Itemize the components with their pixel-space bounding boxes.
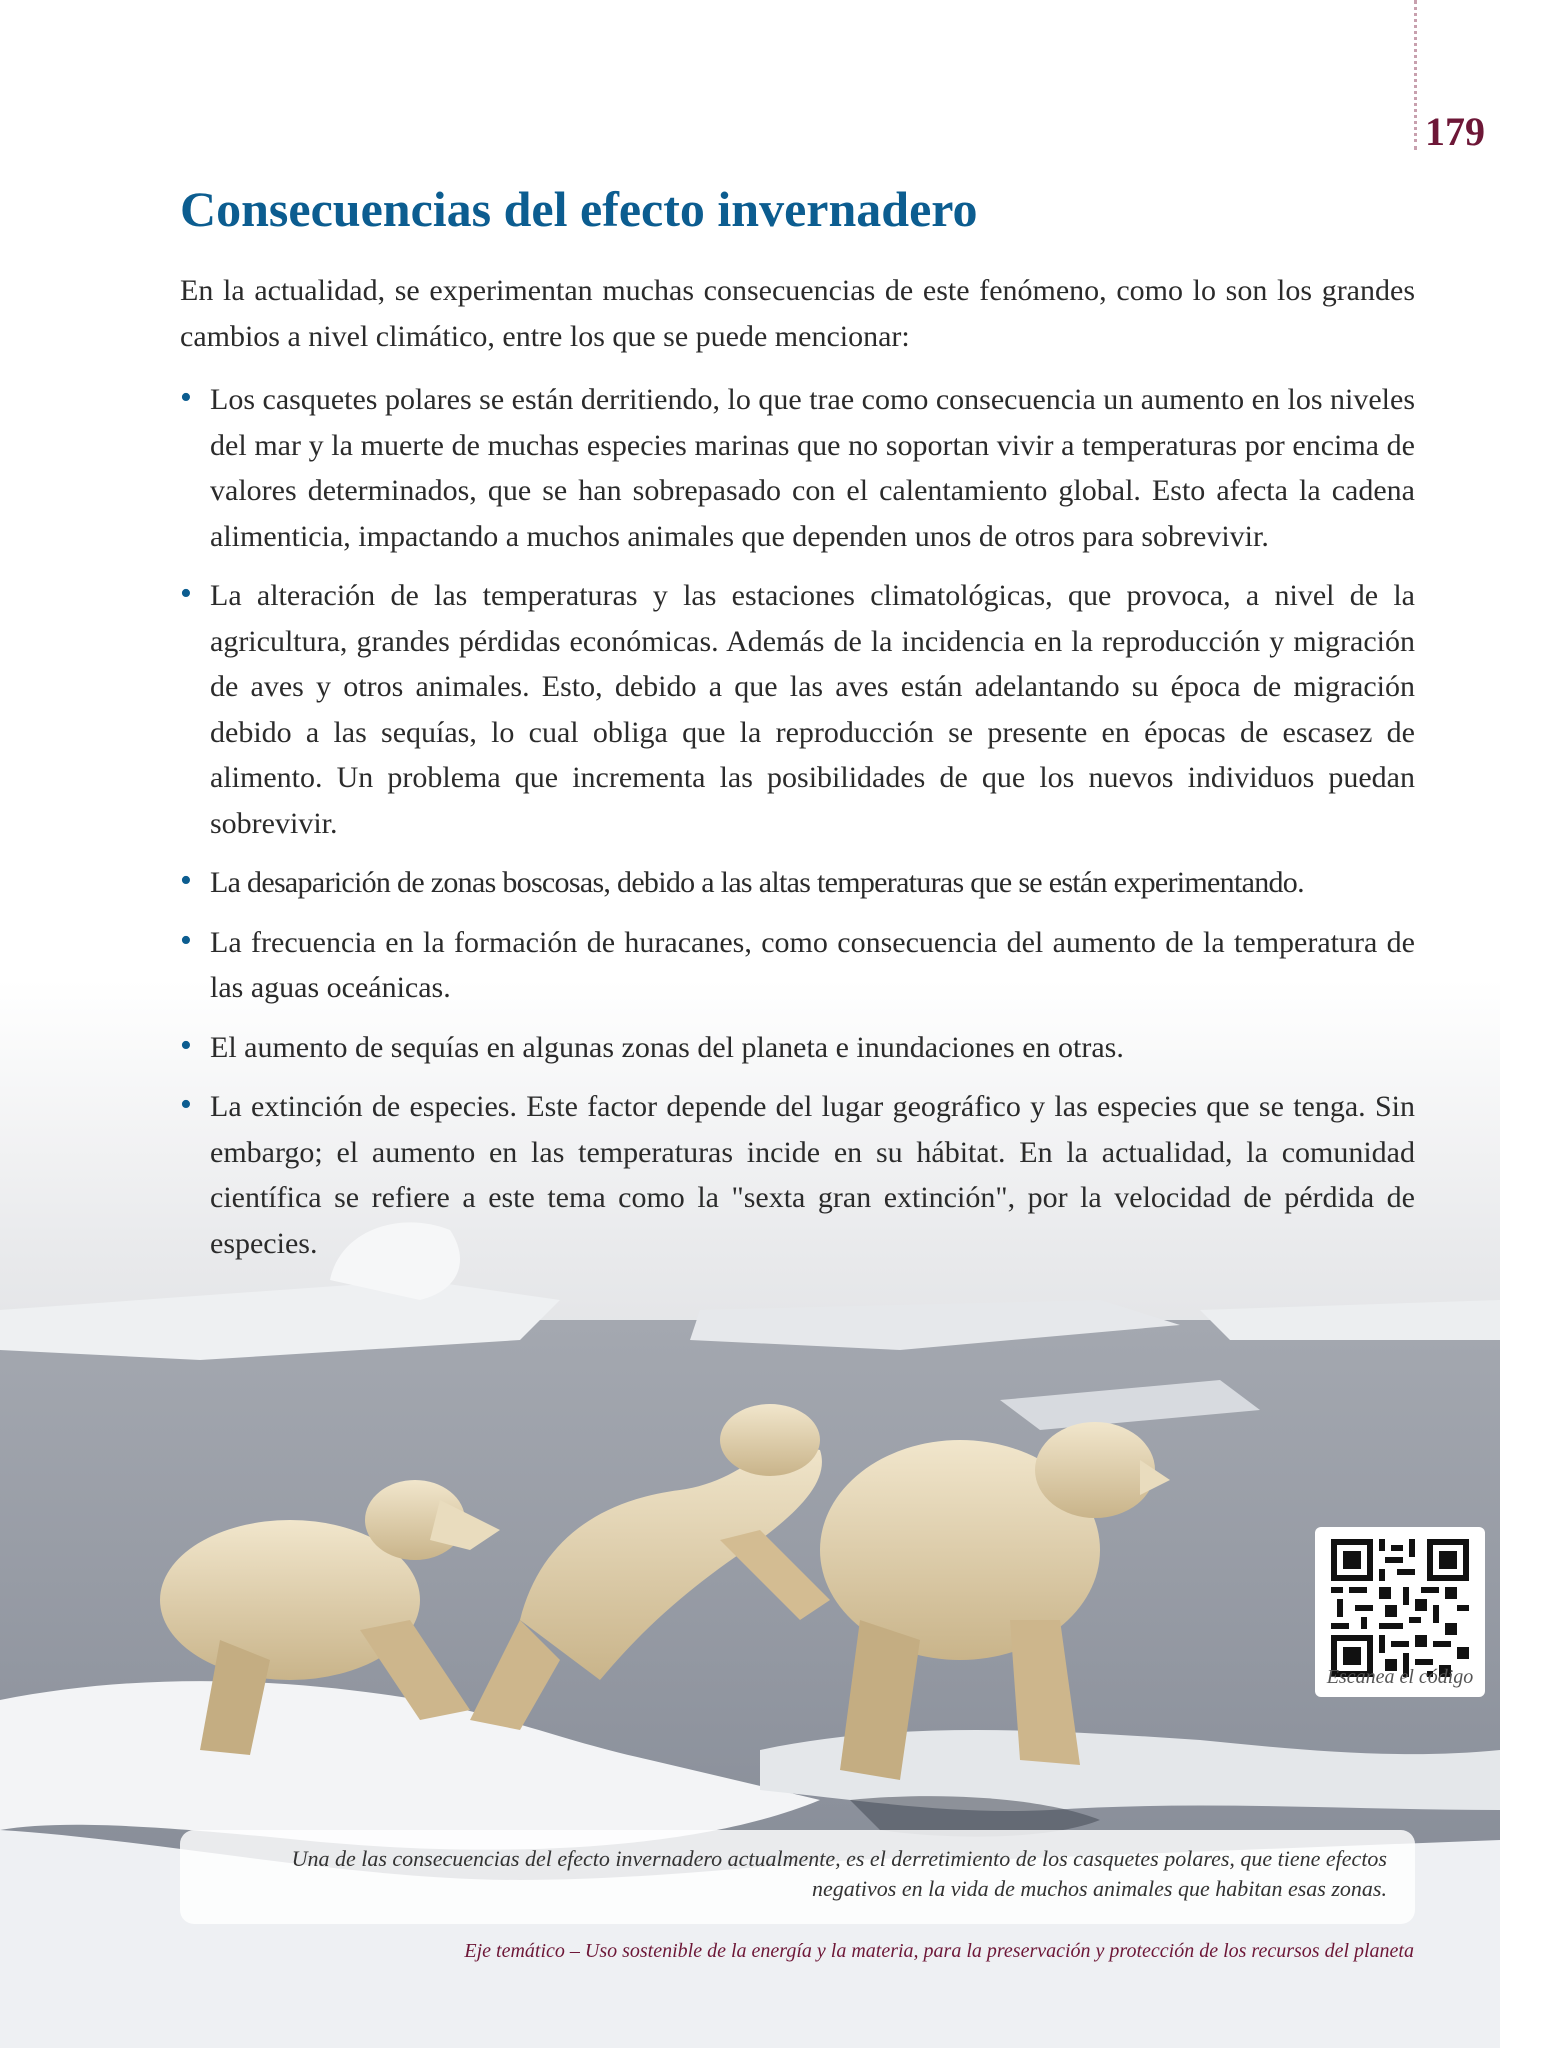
photo-caption-box <box>180 1830 1415 1924</box>
page-number: 179 <box>1425 109 1485 154</box>
intro-paragraph: En la actualidad, se experimentan muchas consecuencias de este fenómeno, como lo son los grandes cambios a nivel climático, entre los que se puede mencionar: <box>180 274 1415 353</box>
bullet-icon: • <box>180 379 192 416</box>
bullet-icon: • <box>180 575 192 612</box>
list-item: • La extinción de especies. Este factor depende del lugar geográfico y las especies que se tenga. Sin embargo; el aumento en las temperaturas incide en su hábitat. En la actualidad, la comunidad científica se refiere a este tema como la "sexta gran extinción", por la velocidad de pérdida de especies. <box>180 1084 1415 1266</box>
list-item: • Los casquetes polares se están derritiendo, lo que trae como consecuencia un aumento en los niveles del mar y la muerte de muchas especies marinas que no soportan vivir a temperaturas por encima de valores determinados, que se han sobrepasado con el calentamiento global. Esto afecta la cadena alimenticia, impactando a muchos animales que dependen unos de otros para sobrevivir. <box>180 377 1415 559</box>
bullet-icon: • <box>180 862 192 899</box>
qr-caption: Escanea el código <box>1326 1666 1474 1688</box>
bullet-icon: • <box>180 921 192 959</box>
bullet-icon: • <box>180 1086 192 1123</box>
bullet-icon: • <box>180 1026 192 1064</box>
margin-dotted-line <box>1414 0 1417 150</box>
list-item: • La alteración de las temperaturas y las estaciones climatológicas, que provoca, a nivel de la agricultura, grandes pérdidas económicas. Además de la incidencia en la reproducción y migración de aves y otros animales. Esto, debido a que las aves están adelantando su época de migración debido a las sequías, lo cual obliga que la reproducción se presente en épocas de escasez de alimento. Un problema que incrementa las posibilidades de que los nuevos individuos puedan sobrevivir. <box>180 573 1415 846</box>
list-item: • La desaparición de zonas boscosas, debido a las altas temperaturas que se están experimentando. <box>180 860 1415 906</box>
qr-code-icon <box>1331 1539 1469 1677</box>
list-item: • El aumento de sequías en algunas zonas del planeta e inundaciones en otras. <box>180 1025 1415 1071</box>
section-title: Consecuencias del efecto invernadero <box>180 181 978 237</box>
footer-theme: Eje temático – Uso sostenible de la energía y la materia, para la preservación y protección de los recursos del planeta <box>464 1940 1414 1962</box>
consequences-list <box>180 377 1415 1266</box>
list-item: • La frecuencia en la formación de huracanes, como consecuencia del aumento de la temperatura de las aguas oceánicas. <box>180 920 1415 1011</box>
photo-caption: Una de las consecuencias del efecto invernadero actualmente, es el derretimiento de los casquetes polares, que tiene efectos negativos en la vida de muchos animales que habitan esas zonas. <box>291 1846 1387 1901</box>
body-text <box>180 268 1415 1280</box>
